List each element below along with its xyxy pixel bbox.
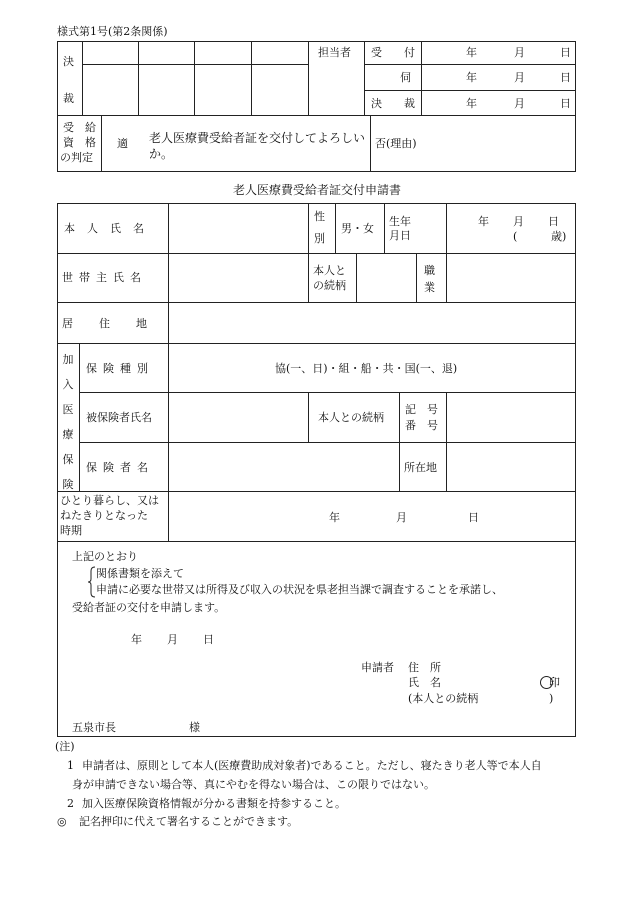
note-text: 記名押印に代えて署名することができます。 xyxy=(79,815,299,828)
page-title: 老人医療費受給者証交付申請書 xyxy=(233,183,402,197)
approve-option: 適 xyxy=(117,137,128,150)
approval-table xyxy=(57,41,576,116)
column-divider xyxy=(399,392,400,491)
birth-label: 月日 xyxy=(389,229,411,242)
address-label: 居住地 xyxy=(62,317,173,330)
month-unit: 月 xyxy=(396,511,407,524)
eligibility-statement: 老人医療費受給者証を交付してよろしい xyxy=(149,131,366,145)
applicant-name-field[interactable] xyxy=(450,674,535,690)
relation-label: の続柄 xyxy=(313,279,346,292)
approval-divider xyxy=(421,41,422,116)
month-unit: 月 xyxy=(513,215,524,228)
location-field[interactable] xyxy=(447,443,575,491)
applicant-label: 申請者 xyxy=(361,661,394,674)
location-label: 所在地 xyxy=(404,461,437,474)
approval-divider xyxy=(364,90,576,91)
sex-label: 性 xyxy=(314,210,325,223)
column-divider xyxy=(416,253,417,303)
form-number-label: 様式第1号(第2条関係) xyxy=(57,25,168,38)
eligibility-label: の判定 xyxy=(60,151,93,164)
name-label: 本人氏名 xyxy=(64,222,156,235)
note-mark: ◎ xyxy=(57,815,67,828)
day-unit: 日 xyxy=(560,97,571,110)
job-label: 業 xyxy=(424,281,435,294)
year-unit: 年 xyxy=(478,215,489,228)
householder-label: 世帯主氏名 xyxy=(62,271,147,284)
mayor-label: 五泉市長 xyxy=(72,721,116,734)
note-number: 1 xyxy=(67,759,74,772)
uketsuke-label: 受 付 xyxy=(371,46,415,59)
note-text: 身が申請できない場合等、真にやむを得ない場合は、この限りではない。 xyxy=(72,778,435,791)
brace-icon xyxy=(88,566,96,598)
applicant-address-field[interactable] xyxy=(450,658,570,674)
column-divider xyxy=(308,392,309,442)
approval-divider xyxy=(194,41,195,116)
sex-options[interactable]: 男・女 xyxy=(341,222,374,235)
mayor-honorific: 様 xyxy=(189,721,200,734)
insurance-type-label: 保険種別 xyxy=(86,362,154,375)
approval-divider xyxy=(364,41,365,116)
note-text: 加入医療保険資格情報が分かる書類を持参すること。 xyxy=(82,797,346,810)
insurance-type-options[interactable]: 協(一、日)・組・船・共・国(一、退) xyxy=(275,362,458,375)
living-alone-label: 時期 xyxy=(60,524,82,537)
approval-divider xyxy=(82,41,83,116)
eligibility-divider xyxy=(101,115,102,172)
declaration-intro: 上記のとおり xyxy=(72,550,138,563)
approval-divider xyxy=(364,64,576,65)
day-unit: 日 xyxy=(560,71,571,84)
note-number: 2 xyxy=(67,797,74,810)
day-unit: 日 xyxy=(203,633,214,646)
tantousha-label: 担当者 xyxy=(318,46,351,59)
insured-name-field[interactable] xyxy=(169,393,307,441)
symbol-number-field[interactable] xyxy=(447,393,575,441)
column-divider xyxy=(308,203,309,303)
job-label: 職 xyxy=(424,264,435,277)
approval-divider xyxy=(251,41,252,116)
name-field[interactable] xyxy=(169,204,307,252)
applicant-name-label: 氏 名 xyxy=(408,676,441,689)
eligibility-label: 格 xyxy=(85,136,96,149)
living-alone-label: ねたきりとなった xyxy=(60,509,148,522)
column-divider xyxy=(335,203,336,253)
sex-label: 別 xyxy=(314,232,325,245)
seal-label: 印 xyxy=(549,676,560,689)
month-unit: 月 xyxy=(167,633,178,646)
year-unit: 年 xyxy=(466,97,477,110)
declaration-item: 申請に必要な世帯又は所得及び収入の状況を県老担当課で調査することを承諾し、 xyxy=(96,583,503,596)
age-unit: 歳) xyxy=(551,230,567,243)
year-unit: 年 xyxy=(329,511,340,524)
eligibility-label: 給 xyxy=(85,121,96,134)
insurer-field[interactable] xyxy=(169,443,398,491)
number-label: 番 号 xyxy=(405,419,438,432)
row-divider xyxy=(57,343,576,344)
declaration-closing: 受給者証の交付を申請します。 xyxy=(72,601,226,614)
kessai-label: 裁 xyxy=(63,92,74,105)
kessai-row-label: 決 裁 xyxy=(371,97,415,110)
eligibility-statement: か。 xyxy=(149,147,174,161)
day-unit: 日 xyxy=(560,46,571,59)
eligibility-divider xyxy=(370,115,371,172)
insured-name-label: 被保険者氏名 xyxy=(86,411,152,424)
day-unit: 日 xyxy=(548,215,559,228)
notes-heading: (注) xyxy=(55,740,75,753)
year-unit: 年 xyxy=(466,46,477,59)
eligibility-label: 資 xyxy=(63,136,74,149)
column-divider xyxy=(384,203,385,253)
relation-label: 本人と xyxy=(313,264,346,277)
insurer-label: 保険者名 xyxy=(86,461,154,474)
address-field[interactable] xyxy=(169,303,575,343)
insured-relation-label: 本人との続柄 xyxy=(318,411,384,424)
eligibility-label: 受 xyxy=(63,121,74,134)
applicant-relation-close: ) xyxy=(549,692,554,705)
approval-divider xyxy=(138,41,139,116)
note-text: 申請者は、原則として本人(医療費助成対象者)であること。ただし、寝たきり老人等で本人自 xyxy=(82,759,542,772)
symbol-label: 記 号 xyxy=(405,403,438,416)
approval-divider xyxy=(308,41,309,116)
job-field[interactable] xyxy=(447,254,575,302)
year-unit: 年 xyxy=(466,71,477,84)
day-unit: 日 xyxy=(468,511,479,524)
month-unit: 月 xyxy=(514,46,525,59)
relation-field[interactable] xyxy=(357,254,415,302)
householder-field[interactable] xyxy=(169,254,307,302)
approval-divider xyxy=(82,64,308,65)
insurance-group-label: 加 入 医 療 保 険 xyxy=(62,353,74,492)
insurance-group-divider xyxy=(79,343,80,491)
year-unit: 年 xyxy=(131,633,142,646)
birth-label: 生年 xyxy=(389,215,411,228)
declaration-item: 関係書類を添えて xyxy=(96,567,184,580)
reject-option: 否(理由) xyxy=(375,137,417,150)
month-unit: 月 xyxy=(514,71,525,84)
living-alone-label: ひとり暮らし、又は xyxy=(60,494,159,507)
kessai-label: 決 xyxy=(63,55,74,68)
age-open: ( xyxy=(513,230,518,243)
applicant-address-label: 住 所 xyxy=(408,661,441,674)
applicant-relation-label: (本人との続柄 xyxy=(408,692,479,705)
row-divider xyxy=(57,491,576,492)
ukagai-label: 伺 xyxy=(400,71,411,84)
month-unit: 月 xyxy=(514,97,525,110)
